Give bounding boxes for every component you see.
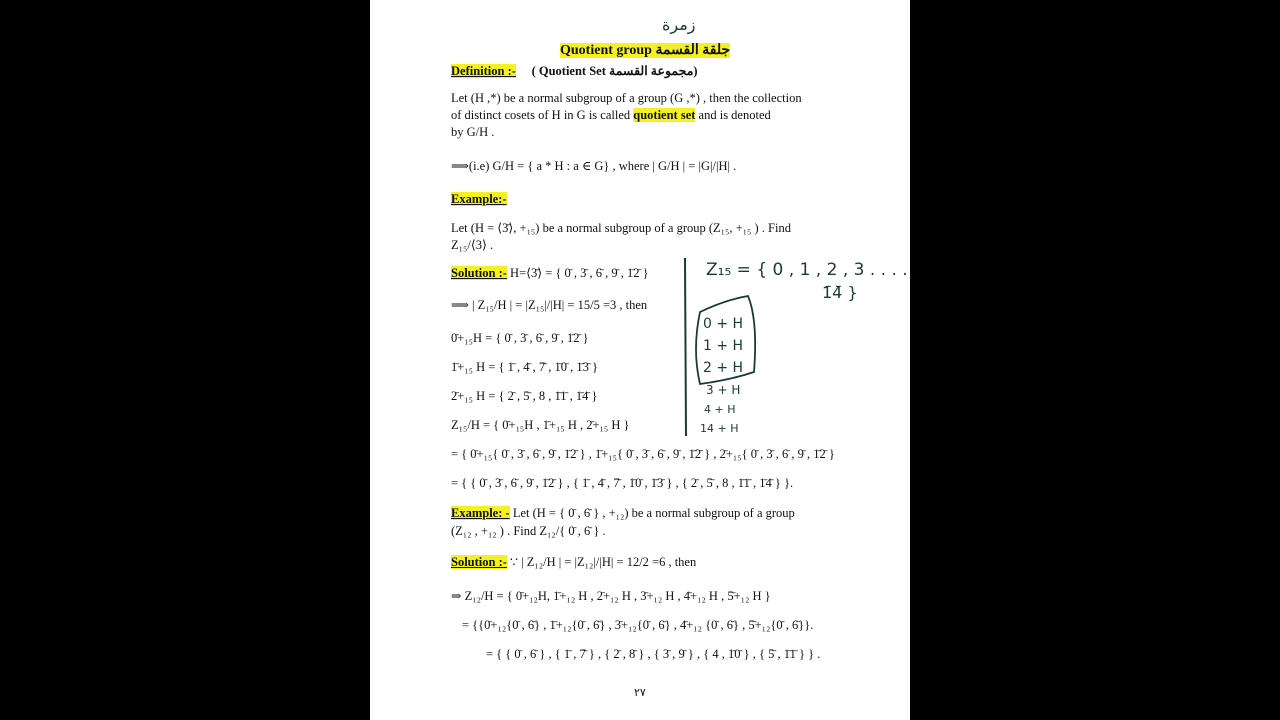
example1-heading <box>451 191 507 207</box>
example2-heading: Example: - Let (H = { 0̄ , 6̄ } , +₁₂) be a normal subgroup of a group <box>451 506 795 520</box>
example1-solution-line-5: 2̄+₁₅ H = { 2̄ , 5̄ , 8 , 1̄1̄ , 1̄4̄ } <box>451 389 598 403</box>
example1-solution-line-3: 0̄+₁₅H = { 0̄ , 3̄ , 6̄ , 9̄ , 1̄2̄ } <box>451 331 589 345</box>
handwritten-divider-line <box>685 258 686 436</box>
example1-text-1: Let (H = ⟨3̄⟩, +₁₅) be a normal subgroup of a group (Z₁₅, +₁₅ ) . Find <box>451 221 791 235</box>
page-title: Quotient group جلقة القسمة <box>560 43 731 58</box>
definition-label: Definition :- <box>451 64 516 78</box>
page-number: ٢٧ <box>634 687 646 699</box>
handwritten-z15-set: Z₁₅ = { 0 , 1 , 2 , 3 . . . . <box>706 260 908 280</box>
example2-solution-line-1: Solution :- ∵ | Z₁₂/H | = |Z₁₂|/|H| = 12/2 =6 , then <box>451 555 697 569</box>
example1-solution-line-4: 1̄+₁₅ H = { 1̄ , 4̄ , 7̄ , 1̄0̄ , 1̄3̄ } <box>451 360 598 374</box>
example2-solution-line-4: = { { 0̄ , 6̄ } , { 1̄ , 7̄ } , { 2̄ , 8̄ } , { 3̄ , 9̄ } , { 4 , 1̄0̄ } , { 5̄ , 1̄1̄ } } . <box>486 647 821 661</box>
handwritten-coset-loop <box>696 296 755 384</box>
example1-solution-line-7: = { 0̄+₁₅{ 0̄ , 3̄ , 6̄ , 9̄ , 1̄2̄ } , 1̄+₁₅{ 0̄ , 3̄ , 6̄ , 9̄ , 1̄2̄ } , 2̄+₁₅{ 0̄ , 3̄ , 6̄ , 9̄ , 1̄2̄ } <box>451 447 835 461</box>
definition-name: ( Quotient Set مجموعة القسمة) <box>531 64 698 78</box>
handwritten-coset-2: 2 + H <box>703 360 744 376</box>
definition-formula: ⟹(i.e) G/H = { a * H : a ∈ G} , where | G/H | = |G|/|H| . <box>451 159 737 173</box>
quotient-set-term: quotient set <box>633 108 696 122</box>
definition-text-1: Let (H ,*) be a normal subgroup of a group (G ,*) , then the collection <box>451 91 802 105</box>
example1-solution-line-2: ⟹ | Z₁₅/H | = |Z₁₅|/|H| = 15/5 =3 , then <box>451 298 648 312</box>
example1-solution-line-1: Solution :- H=⟨3̄⟩ = { 0̄ , 3̄ , 6̄ , 9̄ , 1̄2̄ } <box>451 266 649 280</box>
example1-solution-label: Solution :- <box>451 266 507 280</box>
example1-text-2: Z₁₅/⟨3⟩ . <box>451 238 494 252</box>
example1-label: Example:- <box>451 192 507 206</box>
example2-solution-label: Solution :- <box>451 555 507 569</box>
handwritten-coset-14: 14 + H <box>700 422 739 435</box>
example1-solution-line-8: = { { 0̄ , 3̄ , 6̄ , 9̄ , 1̄2̄ } , { 1̄ , 4̄ , 7̄ , 1̄0̄ , 1̄3̄ } , { 2̄ , 5̄ , 8 , 1̄1̄ , 1̄4̄ } }. <box>451 476 794 490</box>
document-page <box>370 0 910 720</box>
example2-solution-line-2: ⇒ Z₁₂/H = { 0̄+₁₂H, 1̄+₁₂ H , 2̄+₁₂ H , 3̄+₁₂ H , 4̄+₁₂ H , 5̄+₁₂ H } <box>451 589 771 603</box>
example2-solution-line-3: = {{0̄+₁₂{0̄ , 6̄} , 1̄+₁₂{0̄ , 6̄} , 3̄+₁₂{0̄ , 6̄} , 4̄+₁₂ {0̄ , 6̄} , 5̄+₁₂{0̄ , 6̄}}. <box>462 618 814 632</box>
handwritten-coset-4: 4 + H <box>704 403 736 416</box>
handwritten-z15-end: 1̄4̄ } <box>822 283 858 302</box>
handwritten-coset-1: 1 + H <box>703 338 744 354</box>
handwritten-top-word: زمرة <box>662 15 696 34</box>
example2-text-2: (Z₁₂ , +₁₂ ) . Find Z₁₂/{ 0̄ , 6̄ } . <box>451 524 606 538</box>
handwritten-coset-0: 0 + H <box>703 316 744 332</box>
example1-solution-line-6: Z₁₅/H = { 0̄+₁₅H , 1̄+₁₅ H , 2̄+₁₅ H } <box>451 418 630 432</box>
handwritten-coset-3: 3 + H <box>706 383 741 397</box>
definition-text-2: of distinct cosets of H in G is called quotient set and is denoted <box>451 108 771 122</box>
definition-text-3: by G/H . <box>451 125 495 139</box>
definition-heading <box>451 63 698 79</box>
example2-label: Example: - <box>451 506 510 520</box>
